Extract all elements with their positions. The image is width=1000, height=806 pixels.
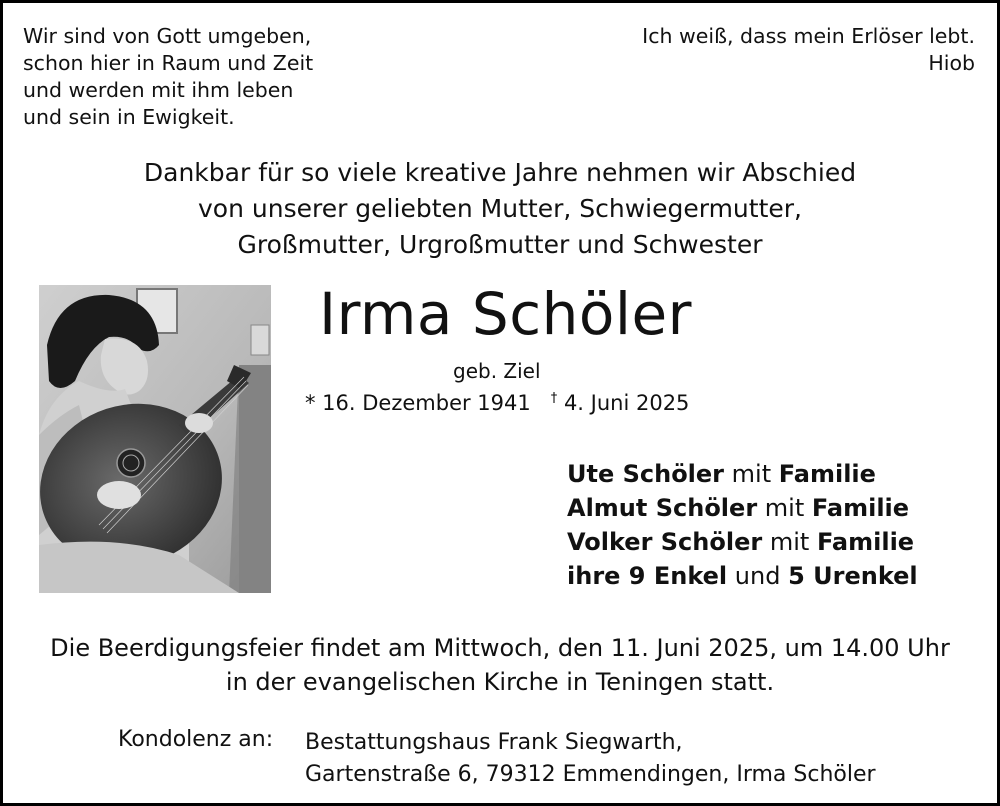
mourner-name: Volker Schöler [567,528,763,556]
verse-line: und werden mit ihm leben [23,78,294,102]
deceased-name: Irma Schöler [319,280,693,348]
intro-line: Dankbar für so viele kreative Jahre nehmen wir Abschied [143,158,857,187]
mourner-connector: mit [764,494,805,522]
mourner-name: ihre 9 Enkel [567,562,728,590]
death-date: 4. Juni 2025 [563,391,690,415]
verse-right [642,23,975,77]
bible-source: Hiob [928,51,975,75]
condolence-label: Kondolenz an: [118,727,274,752]
verse-line: Wir sind von Gott umgeben, [23,24,312,48]
verse-line: schon hier in Raum und Zeit [23,51,314,75]
mourner-suffix: Familie [778,460,876,488]
bible-quote: Ich weiß, dass mein Erlöser lebt. [642,24,975,48]
intro-line: Großmutter, Urgroßmutter und Schwester [237,230,763,259]
verse-line: und sein in Ewigkeit. [23,105,235,129]
mourner-suffix: 5 Urenkel [788,562,918,590]
mourner-connector: mit [769,528,810,556]
birth-date: * 16. Dezember 1941 [305,391,531,415]
mourner-connector: und [734,562,781,590]
mourner-line [567,525,918,559]
portrait-photo [39,285,271,593]
service-line: in der evangelischen Kirche in Teningen statt. [225,668,775,696]
mourner-suffix: Familie [811,494,910,522]
death-date-group [551,391,690,415]
mourner-connector: mit [731,460,772,488]
condolence-address [305,727,876,791]
funeral-service-info [3,631,997,699]
mourner-line [567,559,918,593]
verse-left [23,23,313,131]
service-line: Die Beerdigungsfeier findet am Mittwoch, den 11. Juni 2025, um 14.00 Uhr [50,634,950,662]
mourner-name: Almut Schöler [567,494,758,522]
condolence-line: Gartenstraße 6, 79312 Emmendingen, Irma Schöler [305,762,876,787]
intro-line: von unserer geliebten Mutter, Schwiegermutter, [198,194,802,223]
condolence-line: Bestattungshaus Frank Siegwarth, [305,730,683,755]
cross-icon: † [550,391,558,406]
life-dates [305,391,689,415]
mourner-name: Ute Schöler [567,460,725,488]
portrait-lute-player-image [39,285,271,593]
mourner-line [567,457,918,491]
mourner-line [567,491,918,525]
maiden-name: geb. Ziel [453,359,541,383]
mourner-suffix: Familie [816,528,915,556]
mourners-list [567,457,918,593]
intro-text [3,155,997,263]
